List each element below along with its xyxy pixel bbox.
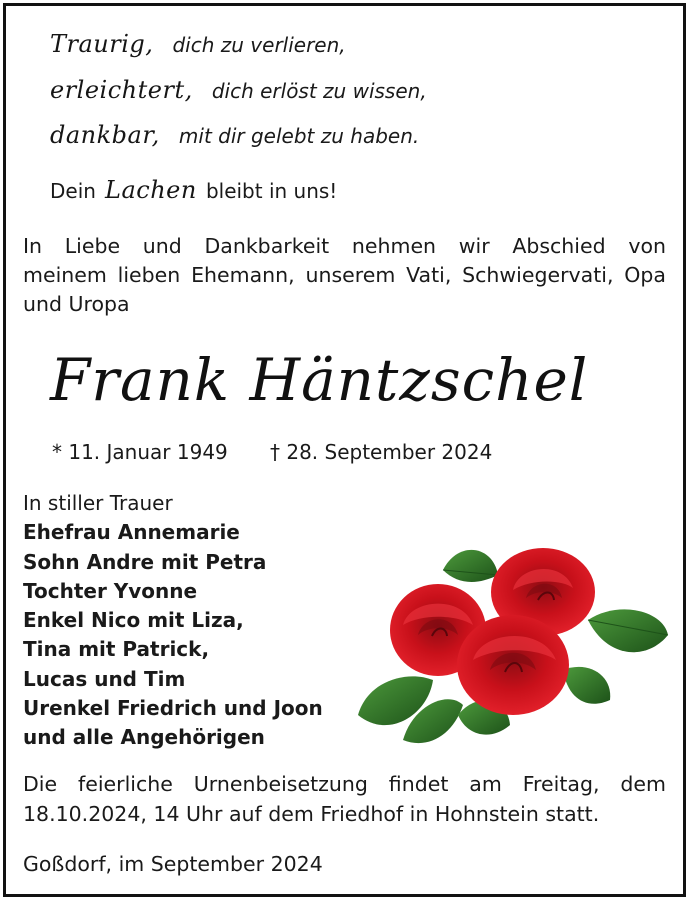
deceased-name: Frank Häntzschel — [50, 346, 589, 414]
mourner-name: Urenkel Friedrich und Joon — [23, 696, 323, 721]
mourner-name: Tina mit Patrick, — [23, 637, 210, 662]
poem-line-2 — [50, 76, 427, 104]
place-date: Goßdorf, im September 2024 — [23, 852, 323, 876]
mourner-name: Enkel Nico mit Liza, — [23, 608, 244, 633]
poem-word-traurig: Traurig, — [50, 30, 154, 58]
mourner-name: Sohn Andre mit Petra — [23, 549, 267, 574]
intro-line-3: und Uropa — [23, 292, 130, 316]
poem-word-erleichtert: erleichtert, — [50, 76, 193, 104]
poem-text-2: dich erlöst zu wissen, — [211, 79, 427, 103]
mourners-list — [23, 489, 323, 753]
ceremony-line-1: Die feierliche Urnenbeisetzung findet am Freitag, dem — [23, 772, 666, 796]
poem-text-3: mit dir gelebt zu haben. — [178, 124, 420, 148]
poem-line-1 — [50, 30, 346, 58]
mourner-name: Tochter Yvonne — [23, 578, 198, 603]
poem-text-1: dich zu verlieren, — [172, 33, 346, 57]
intro-line-2: meinem lieben Ehemann, unserem Vati, Schwiegervati, Opa — [23, 263, 666, 287]
poem-line-3 — [50, 121, 419, 149]
poem-line-4 — [50, 176, 337, 204]
poem-text-4-pre: Dein — [50, 179, 96, 203]
ceremony-line-2: 18.10.2024, 14 Uhr auf dem Friedhof in Hohnstein statt. — [23, 802, 600, 826]
mourner-name: Ehefrau Annemarie — [23, 520, 240, 545]
mourners-heading: In stiller Trauer — [23, 491, 173, 515]
poem-word-lachen: Lachen — [105, 176, 197, 204]
mourner-name: Lucas und Tim — [23, 666, 186, 691]
rose-icon — [457, 615, 569, 715]
birth-date: * 11. Januar 1949 — [52, 440, 228, 464]
intro-line-1: In Liebe und Dankbarkeit nehmen wir Abschied von — [23, 234, 666, 258]
death-date: † 28. September 2024 — [270, 440, 493, 464]
poem-word-dankbar: dankbar, — [50, 121, 160, 149]
poem-text-4-post: bleibt in uns! — [205, 179, 338, 203]
roses-image — [348, 540, 670, 750]
mourner-name: und alle Angehörigen — [23, 725, 265, 750]
